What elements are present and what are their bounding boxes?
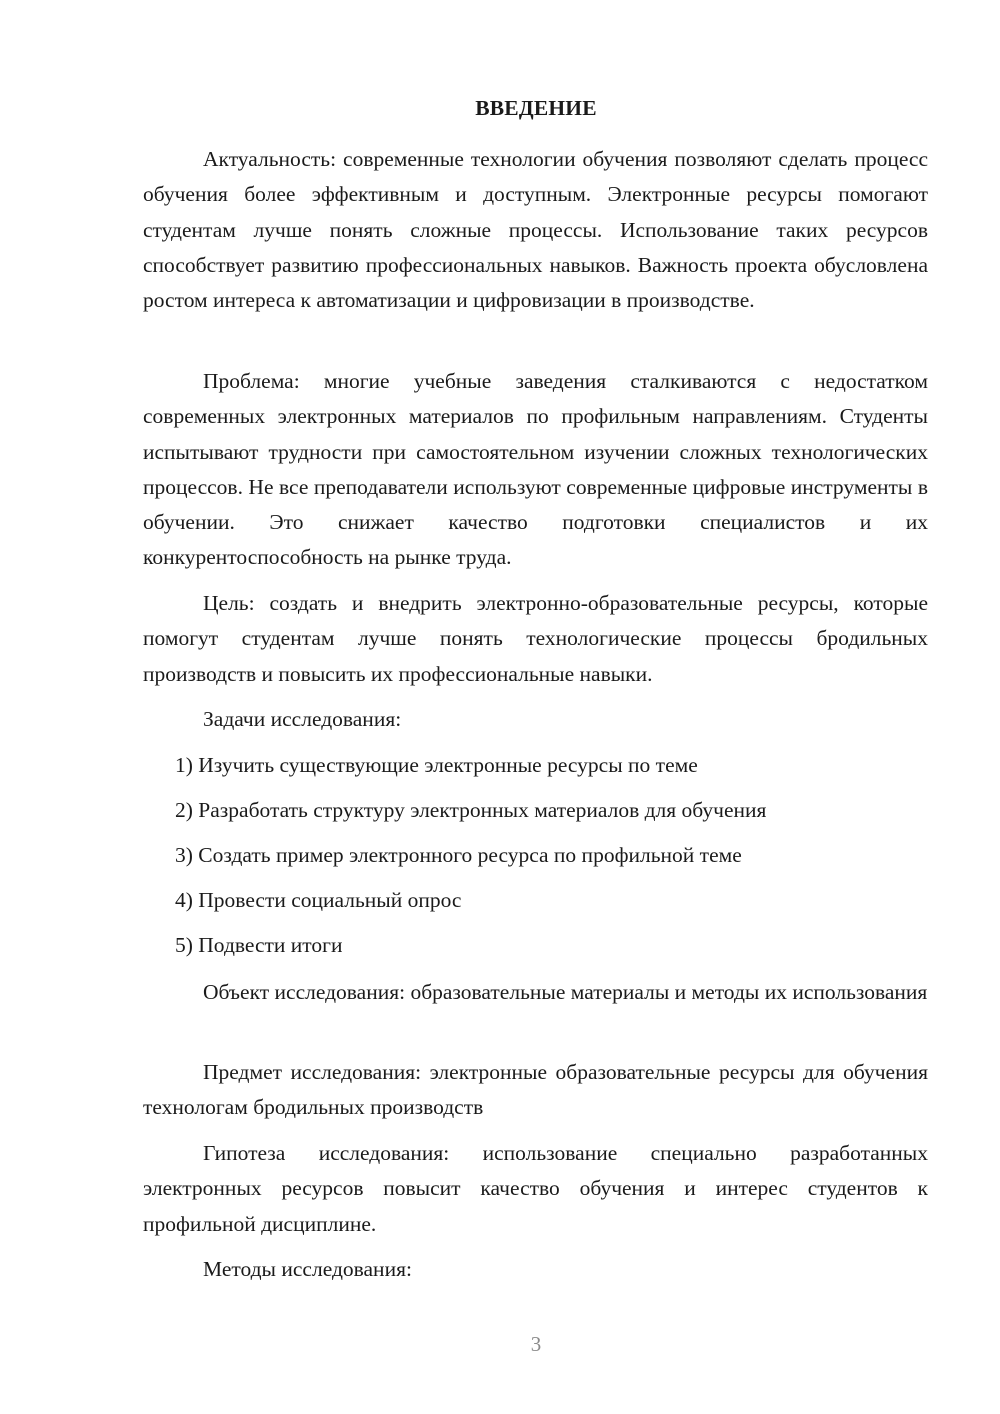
page-title: ВВЕДЕНИЕ bbox=[475, 96, 597, 120]
paragraph-subject: Предмет исследования: электронные образовательные ресурсы для обучения технологам бродильных производств bbox=[143, 1060, 928, 1120]
task-item: 3) Создать пример электронного ресурса по профильной теме bbox=[175, 843, 742, 867]
paragraph-goal: Цель: создать и внедрить электронно-образовательные ресурсы, которые помогут студентам лучше понять технологические процессы бродильных производств и повысить их профессиональные навыки. bbox=[143, 591, 928, 686]
paragraph-problem: Проблема: многие учебные заведения сталкиваются с недостатком современных электронных материалов по профильным направлениям. Студенты испытывают трудности при самостоятельном изучении сложных технологических процессов. Не все преподаватели используют современные цифровые инструменты в обучении. Это снижает качество подготовки специалистов и их конкурентоспособность на рынке труда. bbox=[143, 369, 928, 570]
task-item: 1) Изучить существующие электронные ресурсы по теме bbox=[175, 753, 698, 777]
page-number: 3 bbox=[530, 1332, 542, 1356]
methods-heading: Методы исследования: bbox=[203, 1257, 412, 1281]
task-item: 5) Подвести итоги bbox=[175, 933, 343, 957]
task-item: 2) Разработать структуру электронных материалов для обучения bbox=[175, 798, 767, 822]
task-item: 4) Провести социальный опрос bbox=[175, 888, 462, 912]
paragraph-object: Объект исследования: образовательные материалы и методы их использования bbox=[203, 980, 928, 1004]
tasks-intro: Задачи исследования: bbox=[203, 707, 402, 731]
paragraph-hypothesis: Гипотеза исследования: использование специально разработанных электронных ресурсов повысит качество обучения и интерес студентов к профильной дисциплине. bbox=[143, 1141, 928, 1236]
paragraph-relevance: Актуальность: современные технологии обучения позволяют сделать процесс обучения более эффективным и доступным. Электронные ресурсы помогают студентам лучше понять сложные процессы. Использование таких ресурсов способствует развитию профессиональных навыков. Важность проекта обусловлена ростом интереса к автоматизации и цифровизации в производстве. bbox=[143, 147, 928, 313]
